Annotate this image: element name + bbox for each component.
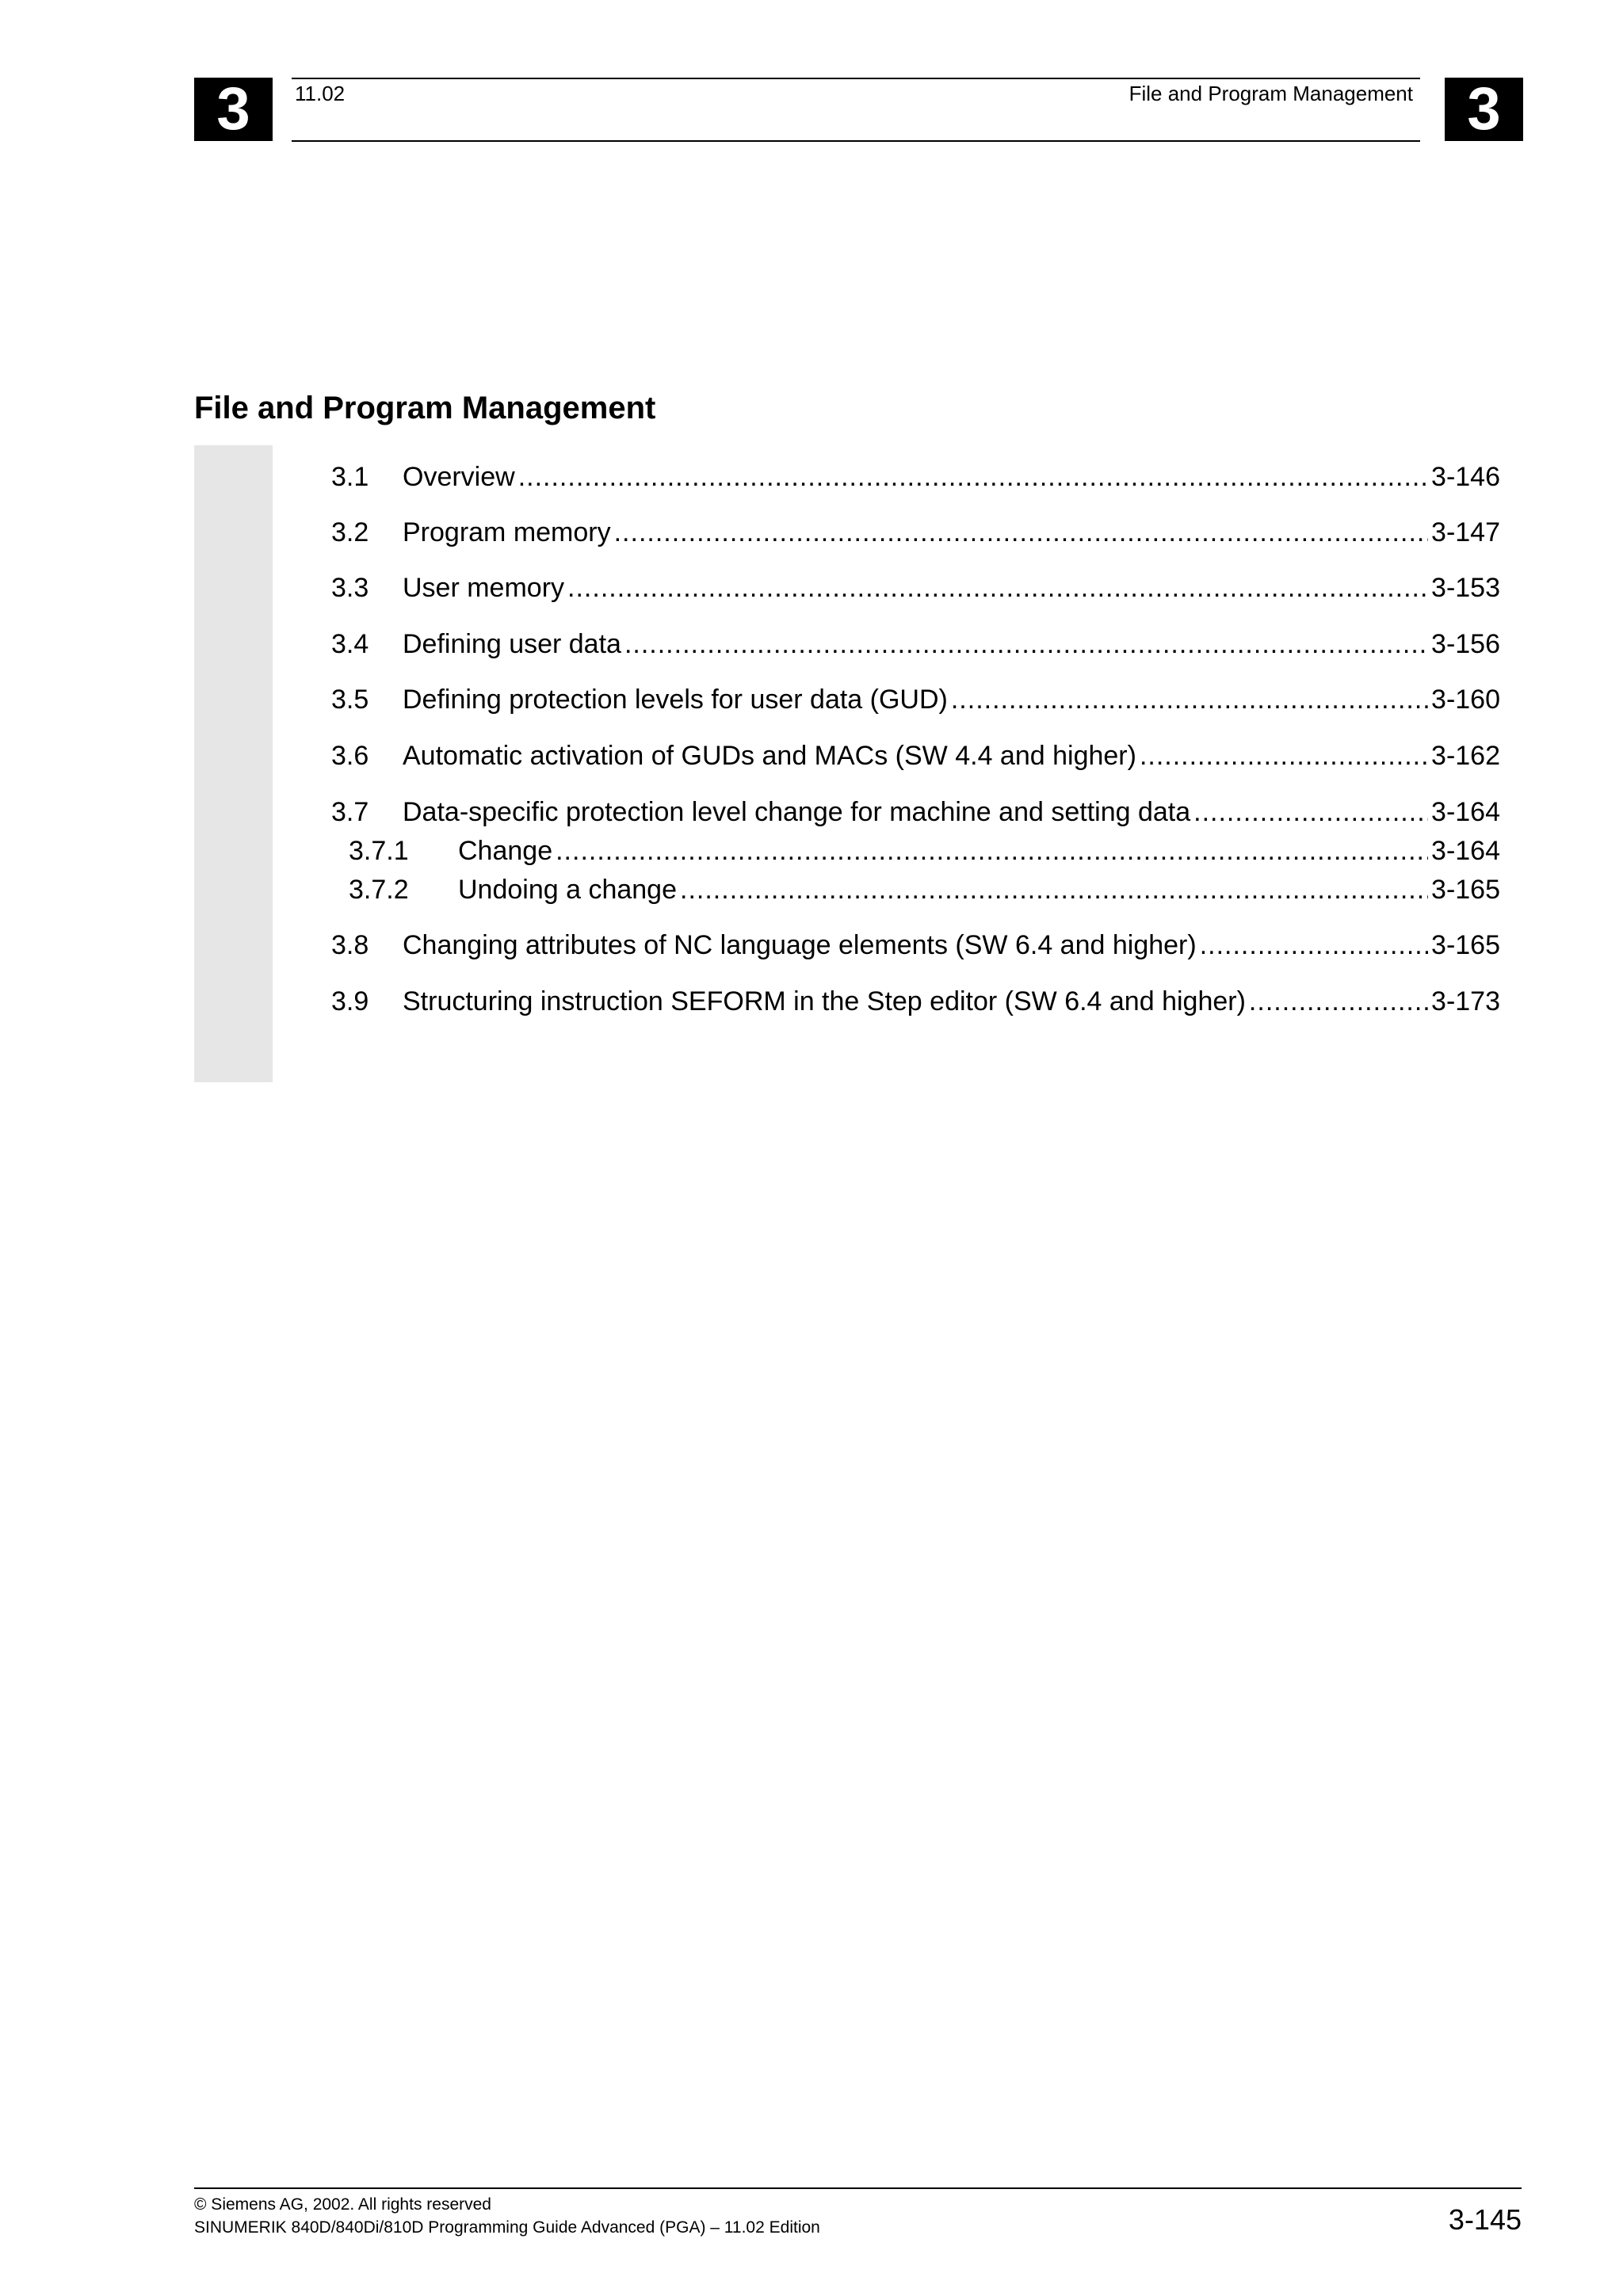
header-bottom-rule	[292, 140, 1420, 142]
toc-entry-page: 3-146	[1431, 462, 1500, 492]
toc-entry-page: 3-162	[1431, 741, 1500, 771]
toc-entry-number: 3.6	[331, 741, 369, 771]
toc-entry-label: Automatic activation of GUDs and MACs (SW 4.4 and higher)	[403, 741, 1136, 771]
chapter-number-badge-right: 3	[1445, 78, 1523, 141]
toc-leader-dots	[1200, 928, 1428, 963]
toc-entry-page: 3-153	[1431, 573, 1500, 603]
toc-entry-number: 3.7	[331, 797, 369, 827]
toc-entry-label: Changing attributes of NC language elements (SW 6.4 and higher)	[403, 930, 1197, 960]
toc-entry-label: Overview	[403, 462, 515, 492]
chapter-number-badge-left: 3	[194, 78, 273, 141]
toc-entry-number: 3.2	[331, 517, 369, 547]
toc-entry-3-6[interactable]	[331, 738, 1500, 773]
toc-entry-number: 3.1	[331, 462, 369, 492]
toc-entry-number: 3.4	[331, 629, 369, 659]
toc-entry-3-5[interactable]	[331, 682, 1500, 717]
toc-leader-dots	[1249, 984, 1428, 1019]
toc-entry-label: User memory	[403, 573, 565, 603]
toc-entry-3-8[interactable]	[331, 928, 1500, 963]
toc-leader-dots	[1193, 795, 1428, 830]
toc-entry-page: 3-173	[1431, 986, 1500, 1016]
toc-leader-dots	[624, 627, 1428, 662]
toc-leader-dots	[680, 872, 1428, 907]
toc-entry-label: Defining user data	[403, 629, 621, 659]
footer-copyright: © Siemens AG, 2002. All rights reserved	[194, 2195, 491, 2214]
toc-entry-number: 3.3	[331, 573, 369, 603]
toc-entry-number: 3.7.1	[349, 836, 409, 866]
footer-manual-title: SINUMERIK 840D/840Di/810D Programming Guide Advanced (PGA) – 11.02 Edition	[194, 2218, 820, 2237]
toc-entry-page: 3-164	[1431, 797, 1500, 827]
toc-entry-label: Defining protection levels for user data (GUD)	[403, 685, 948, 715]
toc-entry-page: 3-156	[1431, 629, 1500, 659]
toc-leader-dots	[951, 682, 1428, 717]
toc-entry-3-4[interactable]	[331, 627, 1500, 662]
toc-entry-3-1[interactable]	[331, 460, 1500, 494]
toc-entry-number: 3.8	[331, 930, 369, 960]
toc-entry-number: 3.7.2	[349, 875, 409, 905]
toc-entry-3-2[interactable]	[331, 515, 1500, 550]
toc-leader-dots	[614, 515, 1428, 550]
toc-entry-page: 3-165	[1431, 930, 1500, 960]
page-number: 3-145	[1448, 2203, 1522, 2236]
toc-entry-3-7-1[interactable]	[331, 833, 1500, 868]
header-top-rule	[292, 78, 1420, 79]
toc-entry-3-7-2[interactable]	[331, 872, 1500, 907]
toc-leader-dots	[1140, 738, 1428, 773]
toc-entry-page: 3-165	[1431, 875, 1500, 905]
header-date: 11.02	[295, 82, 346, 105]
toc-entry-3-3[interactable]	[331, 570, 1500, 605]
toc-entry-label: Undoing a change	[458, 875, 678, 905]
toc-entry-number: 3.5	[331, 685, 369, 715]
toc-entry-3-7[interactable]	[331, 795, 1500, 830]
toc-entry-page: 3-147	[1431, 517, 1500, 547]
footer-rule	[194, 2187, 1522, 2189]
toc-entry-label: Data-specific protection level change for machine and setting data	[403, 797, 1191, 827]
header-title: File and Program Management	[1128, 82, 1413, 105]
toc-leader-dots	[556, 833, 1428, 868]
chapter-title: File and Program Management	[194, 391, 656, 425]
toc-entry-label: Structuring instruction SEFORM in the Step editor (SW 6.4 and higher)	[403, 986, 1246, 1016]
toc-entry-number: 3.9	[331, 986, 369, 1016]
toc-entry-label: Change	[458, 836, 553, 866]
toc-entry-3-9[interactable]	[331, 984, 1500, 1019]
toc-leader-dots	[567, 570, 1428, 605]
toc-leader-dots	[518, 460, 1428, 494]
toc-entry-page: 3-164	[1431, 836, 1500, 866]
toc-entry-label: Program memory	[403, 517, 611, 547]
toc-side-bar	[194, 445, 273, 1082]
toc-entry-page: 3-160	[1431, 685, 1500, 715]
